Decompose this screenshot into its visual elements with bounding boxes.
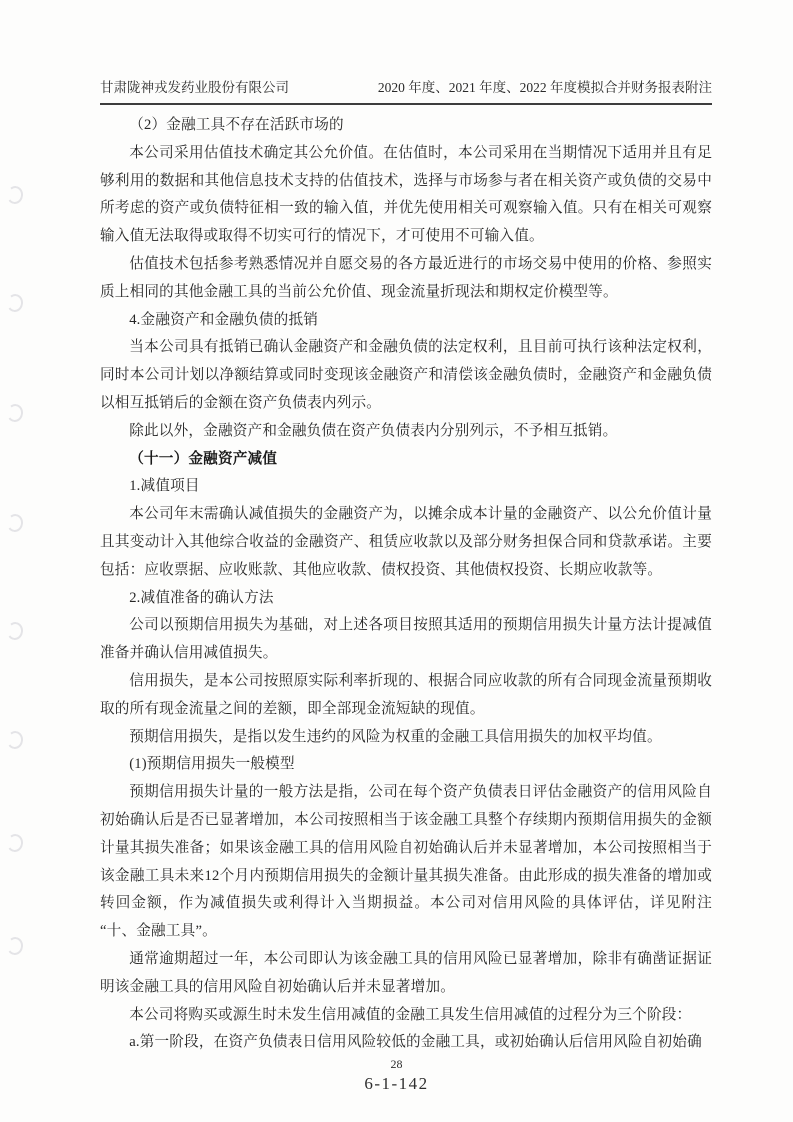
paragraph: 本公司采用估值技术确定其公允价值。在估值时，本公司采用在当期情况下适用并且有足够利用的数据和其他信息技术支持的估值技术，选择与市场参与者在相关资产或负债的交易中所考虑的资产或负债特征相一致的输入值，并优先使用相关可观察输入值。只有在相关可观察输入值无法取得或取得不切实可行的情况下，才可使用不可输入值。 (100, 144, 712, 245)
paragraph: 通常逾期超过一年，本公司即认为该金融工具的信用风险已显著增加，除非有确凿证据证明该金融工具的信用风险自初始确认后并未显著增加。 (100, 950, 712, 995)
paragraph: 信用损失，是本公司按照原实际利率折现的、根据合同应收款的所有合同现金流量预期收取的所有现金流量之间的差额，即全部现金流短缺的现值。 (100, 672, 712, 717)
binding-hole-mark (6, 936, 24, 956)
sub-heading: (1)预期信用损失一般模型 (129, 756, 295, 773)
binding-hole-mark (6, 621, 24, 641)
paragraph: 本公司将购买或源生时未发生信用减值的金融工具发生信用减值的过程分为三个阶段： (129, 1006, 692, 1023)
report-title: 2020 年度、2021 年度、2022 年度模拟合并财务报表附注 (377, 80, 712, 95)
sub-heading: 2.减值准备的确认方法 (129, 589, 274, 606)
section-heading: （十一）金融资产减值 (129, 450, 278, 467)
binding-hole-mark (6, 730, 24, 750)
paragraph: 预期信用损失，是指以发生违约的风险为权重的金融工具信用损失的加权平均值。 (129, 728, 662, 745)
paragraph: 估值技术包括参考熟悉情况并自愿交易的各方最近进行的市场交易中使用的价格、参照实质上相同的其他金融工具的当前公允价值、现金流量折现法和期权定价模型等。 (100, 255, 712, 300)
paragraph: 除此以外，金融资产和金融负债在资产负债表内分别列示，不予相互抵销。 (129, 422, 618, 439)
sub-heading: 1.减值项目 (129, 478, 200, 495)
binding-hole-mark (6, 403, 24, 423)
binding-hole-mark (6, 185, 24, 205)
doc-number: 6-1-142 (364, 1074, 429, 1093)
page-number: 28 (390, 1057, 403, 1071)
paragraph: 本公司年末需确认减值损失的金融资产为，以摊余成本计量的金融资产、以公允价值计量且其变动计入其他综合收益的金融资产、租赁应收款以及部分财务担保合同和贷款承诺。主要包括：应收票据、应收账款、其他应收款、债权投资、其他债权投资、长期应收款等。 (100, 506, 712, 578)
paragraph: 公司以预期信用损失为基础，对上述各项目按照其适用的预期信用损失计量方法计提减值准备并确认信用减值损失。 (100, 617, 712, 662)
paragraph: 当本公司具有抵销已确认金融资产和金融负债的法定权利，且目前可执行该种法定权利，同时本公司计划以净额结算或同时变现该金融资产和清偿该金融负债时，金融资产和金融负债以相互抵销后的金额在资产负债表内列示。 (100, 339, 712, 411)
binding-hole-mark (6, 833, 24, 853)
page-header (100, 78, 712, 105)
binding-marks (0, 0, 30, 1122)
paragraph: 预期信用损失计量的一般方法是指，公司在每个资产负债表日评估金融资产的信用风险自初始确认后是否已显著增加，本公司按照相当于该金融工具整个存续期内预期信用损失的金额计量其损失准备；如果该金融工具的信用风险自初始确认后并未显著增加，本公司按照相当于该金融工具未来12个月内预期信用损失的金额计量其损失准备。由此形成的损失准备的增加或转回金额，作为减值损失或利得计入当期损益。本公司对信用风险的具体评估，详见附注“十、金融工具”。 (100, 784, 712, 940)
binding-hole-mark (6, 513, 24, 533)
document-body (100, 112, 712, 1057)
sub-heading: 4.金融资产和金融负债的抵销 (129, 311, 319, 328)
sub-heading: （2）金融工具不存在活跃市场的 (129, 117, 344, 133)
paragraph: a.第一阶段，在资产负债表日信用风险较低的金融工具，或初始确认后信用风险自初始确 (129, 1034, 702, 1051)
page-footer (0, 1056, 793, 1096)
company-name: 甘肃陇神戎发药业股份有限公司 (100, 80, 289, 95)
binding-hole-mark (6, 293, 24, 313)
